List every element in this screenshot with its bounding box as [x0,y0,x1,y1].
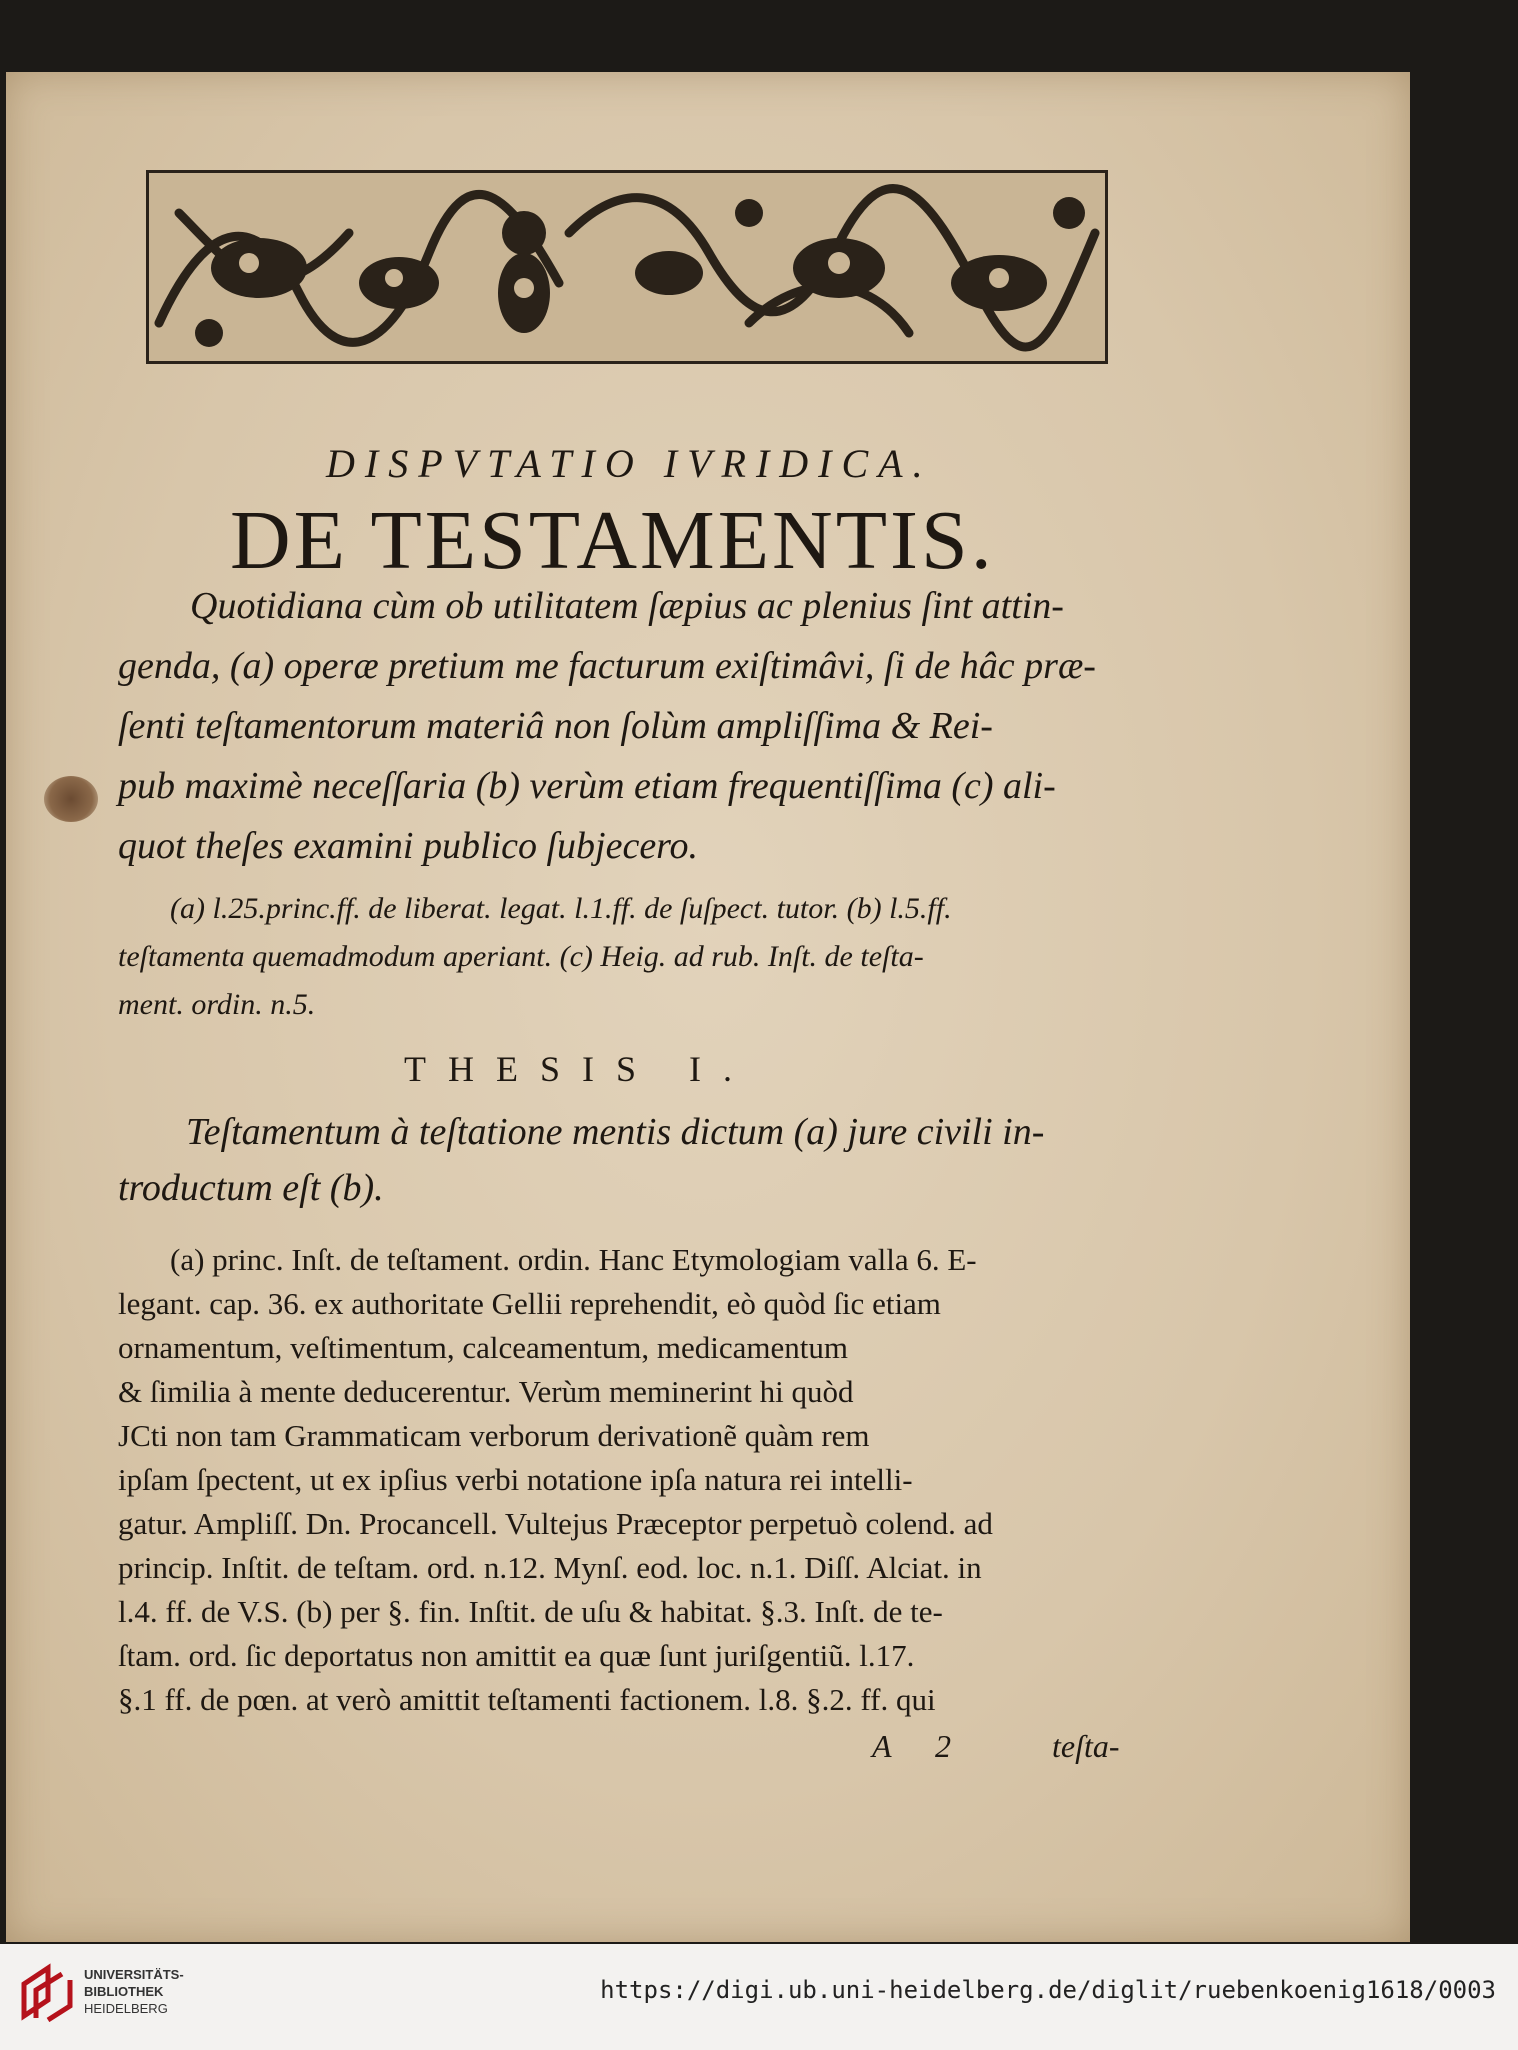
thesis-line: troductum eſt (b). [118,1167,384,1209]
commentary-line: ornamentum, veſtimentum, calceamentum, medicamentum [118,1330,848,1365]
scanned-page [6,72,1410,1942]
library-name-line: BIBLIOTHEK [84,1984,164,1999]
thesis-heading: THESIS I. [404,1049,754,1089]
library-name [84,1966,244,2017]
permalink-url[interactable]: https://digi.ub.uni-heidelberg.de/diglit/ruebenkoenig1618/0003 [600,1976,1496,2004]
intro-line: genda, (a) operæ pretium me facturum exiſtimâvi, ſi de hâc præ- [118,645,1096,687]
commentary-line: ipſam ſpectent, ut ex ipſius verbi notatione ipſa natura rei intelli- [118,1462,913,1497]
thesis-line: Teſtamentum à teſtatione mentis dictum (a) jure civili in- [186,1111,1045,1153]
intro-line: quot theſes examini publico ſubjecero. [118,825,699,867]
footnote-line: (a) l.25.princ.ff. de liberat. legat. l.1.ff. de ſuſpect. tutor. (b) l.5.ff. [170,892,952,925]
commentary-line: gatur. Ampliſſ. Dn. Procancell. Vultejus Præceptor perpetuò colend. ad [118,1506,993,1541]
library-name-line: UNIVERSITÄTS- [84,1967,184,1982]
commentary-line: ſtam. ord. ſic deportatus non amittit ea quæ ſunt juriſgentiũ. l.17. [118,1638,915,1673]
intro-line: Quotidiana cùm ob utilitatem ſæpius ac plenius ſint attin- [190,585,1064,627]
document-title: DE TESTAMENTIS. [230,494,995,587]
signature-mark: A 2 [872,1728,969,1764]
commentary-line: §.1 ff. de pœn. at verò amittit teſtamenti factionem. l.8. §.2. ff. qui [118,1682,936,1717]
commentary-line: JCti non tam Grammaticam verborum derivationẽ quàm rem [118,1418,870,1453]
commentary-line: (a) princ. Inſt. de teſtament. ordin. Hanc Etymologiam valla 6. E- [170,1242,977,1277]
footnote-line: ment. ordin. n.5. [118,988,316,1021]
university-library-logo-icon [18,1962,76,2027]
commentary-line: legant. cap. 36. ex authoritate Gellii reprehendit, eò quòd ſic etiam [118,1286,941,1321]
library-name-line: HEIDELBERG [84,2001,168,2016]
intro-line: ſenti teſtamentorum materiâ non ſolùm ampliſſima & Rei- [118,705,993,747]
ink-stain [44,776,98,822]
footnote-line: teſtamenta quemadmodum aperiant. (c) Heig. ad rub. Inſt. de teſta- [118,940,924,973]
commentary-line: princip. Inſtit. de teſtam. ord. n.12. Mynſ. eod. loc. n.1. Diſſ. Alciat. in [118,1550,982,1585]
disputation-subtitle: DISPVTATIO IVRIDICA. [326,441,933,486]
viewer-footer [0,1944,1518,2050]
decorative-headpiece [146,170,1108,364]
intro-line: pub maximè neceſſaria (b) verùm etiam frequentiſſima (c) ali- [118,765,1056,807]
commentary-line: & ſimilia à mente deducerentur. Verùm meminerint hi quòd [118,1374,854,1409]
catchword: teſta- [1052,1728,1120,1764]
commentary-line: l.4. ff. de V.S. (b) per §. fin. Inſtit. de uſu & habitat. §.3. Inſt. de te- [118,1594,943,1629]
